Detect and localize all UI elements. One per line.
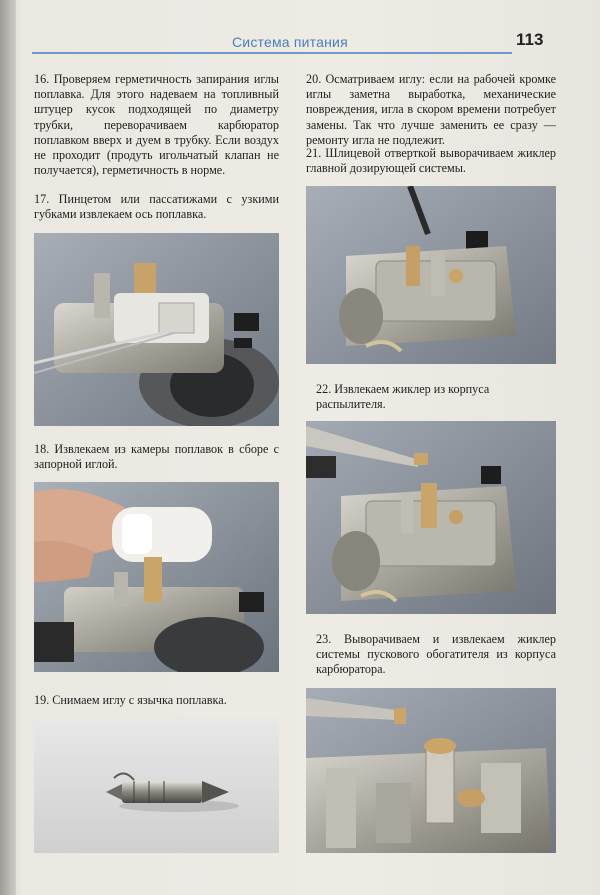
step-20-text: 20. Осматриваем иглу: если на рабочей кромке иглы заметна выработка, механические повреждения, игла в скором времени потребует замены. Так что лучше заменить ее сразу — ремонту игла не подлежит. xyxy=(306,72,556,147)
header-rule xyxy=(32,52,512,54)
step-22-text: 22. Извлекаем жиклер из корпуса распылителя. xyxy=(316,382,490,412)
photo-float-axis-removal xyxy=(34,233,279,426)
photo-starter-jet-removal xyxy=(306,688,556,853)
section-title: Система питания xyxy=(232,34,348,50)
step-16-text: 16. Проверяем герметичность запирания иглы поплавка. Для этого надеваем на топливный штуцер кусок подходящей по диаметру трубки, переворачиваем карбюратор поплавком вверх и дуем в трубку. Если воздух не проходит (продуть игольчатый клапан не получается), герметичность в норме. xyxy=(34,72,279,178)
book-binding xyxy=(0,0,16,895)
photo-main-jet-removal xyxy=(306,421,556,614)
photo-float-removal xyxy=(34,482,279,672)
page-number: 113 xyxy=(516,30,544,49)
step-19-text: 19. Снимаем иглу с язычка поплавка. xyxy=(34,693,227,707)
photo-main-jet-unscrew xyxy=(306,186,556,364)
step-17-text: 17. Пинцетом или пассатижами с узкими губками извлекаем ось поплавка. xyxy=(34,192,279,222)
step-21-text: 21. Шлицевой отверткой выворачиваем жиклер главной дозирующей системы. xyxy=(306,146,556,176)
step-23-text: 23. Выворачиваем и извлекаем жиклер системы пускового обогатителя из корпуса карбюратора. xyxy=(316,632,556,677)
photo-needle xyxy=(34,718,279,853)
step-18-text: 18. Извлекаем из камеры поплавок в сборе с запорной иглой. xyxy=(34,442,279,472)
